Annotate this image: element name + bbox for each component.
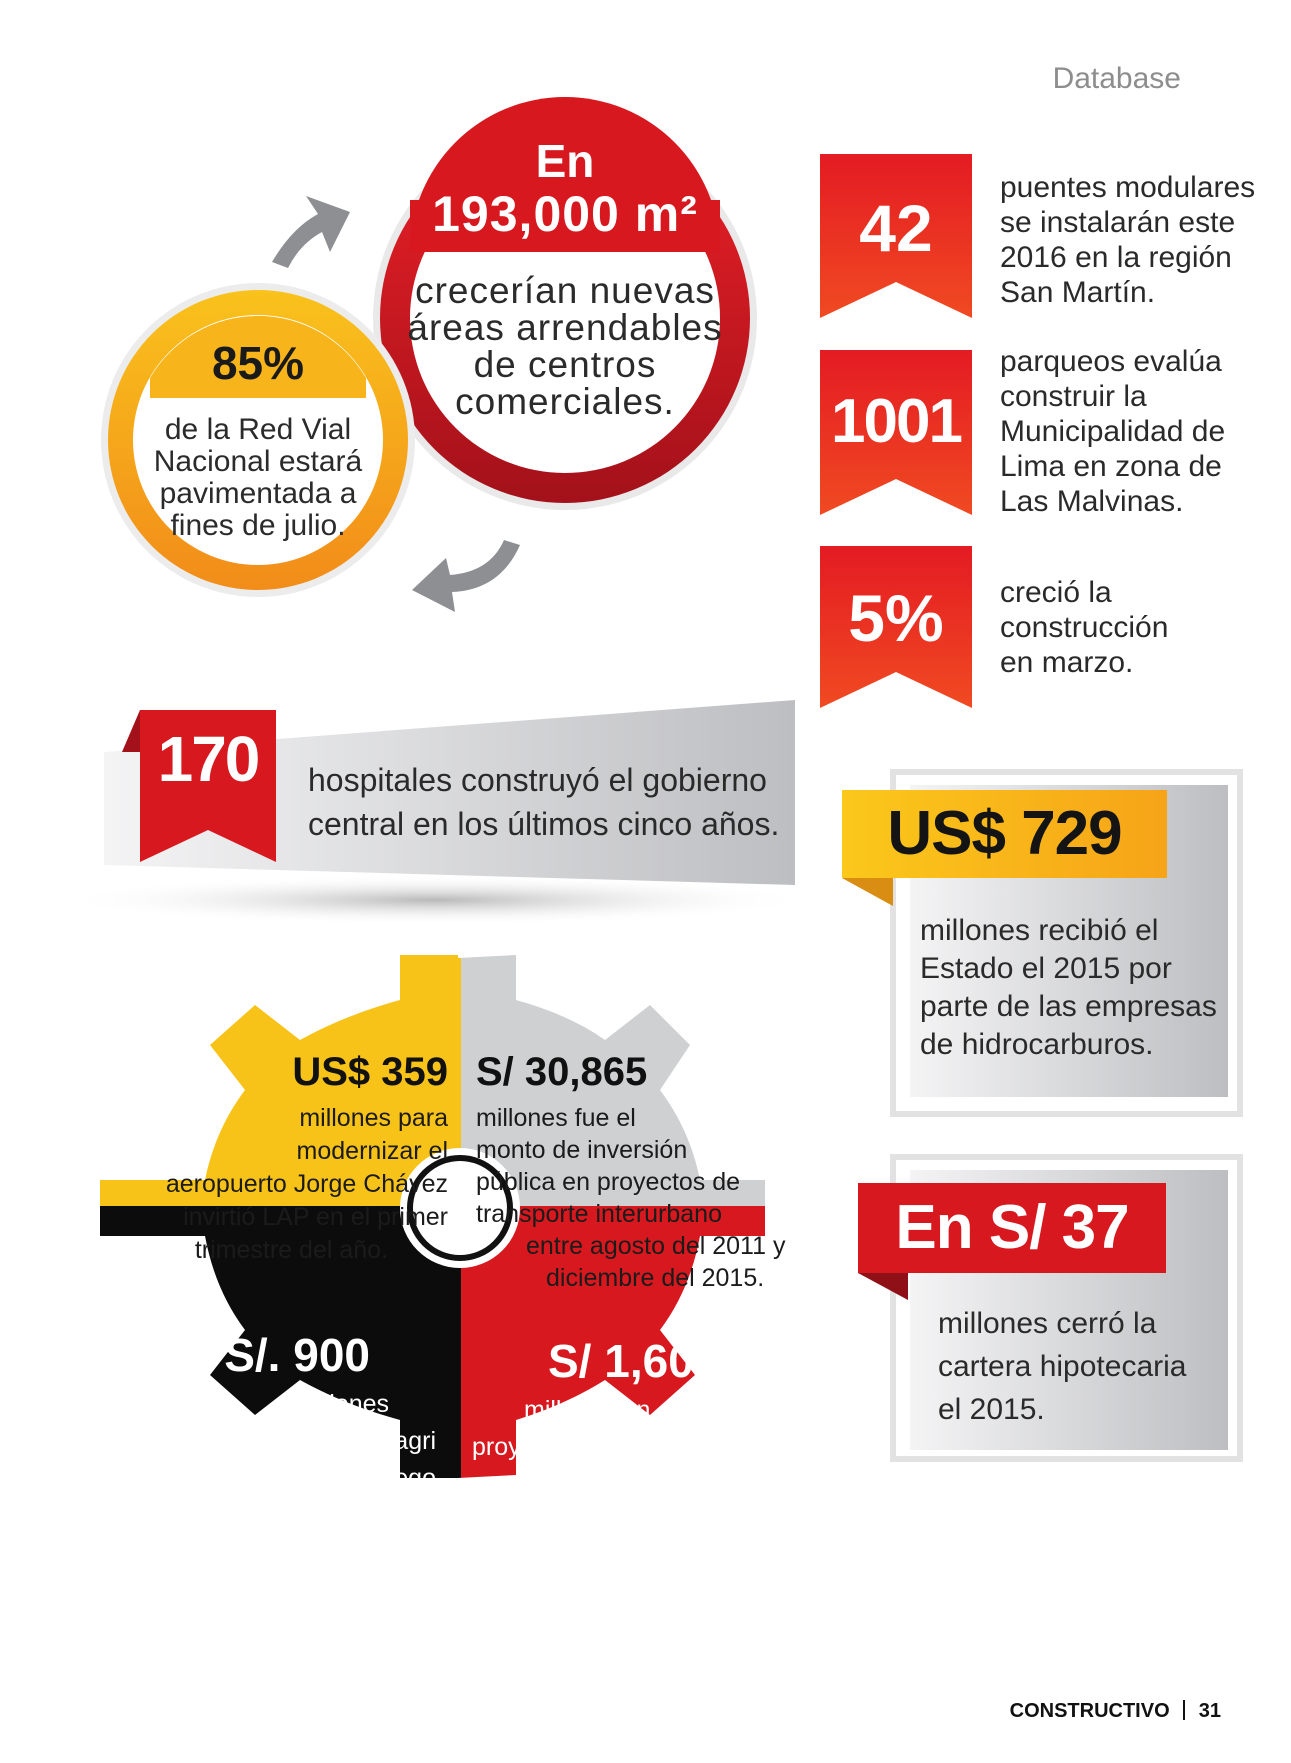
text-line: de la Red Vial bbox=[164, 413, 352, 446]
text-line: construcción bbox=[1000, 611, 1169, 644]
section-label: Database bbox=[1052, 62, 1181, 95]
text-line: invirtió LAP en el primer bbox=[183, 1203, 448, 1231]
text-line: millones en bbox=[524, 1396, 651, 1424]
gear-br-value: S/ 1,600 bbox=[548, 1335, 720, 1387]
text-line: entre agosto del 2011 y bbox=[526, 1232, 786, 1260]
text-line: Municipalidad de bbox=[1000, 415, 1226, 448]
mortgage-text bbox=[938, 1302, 1186, 1431]
red-circle-text bbox=[400, 272, 730, 420]
text-line: de hidrocarburos. bbox=[920, 1028, 1154, 1061]
text-line: en obras de riego bbox=[241, 1464, 436, 1492]
text-line: de centros bbox=[473, 344, 657, 385]
text-line: trimestre del año. bbox=[194, 1236, 388, 1264]
text-line: creció la bbox=[1000, 576, 1112, 609]
text-line: millones fue el bbox=[476, 1104, 636, 1132]
text-line: Nacional estará bbox=[153, 445, 363, 478]
text-line: en marzo. bbox=[1000, 646, 1134, 679]
text-line: Las Malvinas. bbox=[1000, 485, 1184, 518]
text-line: millones recibió el bbox=[920, 914, 1159, 947]
arrow-up-icon bbox=[272, 196, 350, 268]
text-line: El Niño. bbox=[348, 1575, 436, 1603]
text-line: invirtió el Minagri bbox=[248, 1427, 436, 1455]
hospitals-value: 170 bbox=[157, 723, 259, 795]
ribbon-value-3: 5% bbox=[848, 581, 944, 655]
text-line: fines de julio. bbox=[170, 509, 346, 542]
footer-divider bbox=[1183, 1700, 1185, 1720]
text-line: puentes modulares bbox=[1000, 171, 1256, 204]
text-line: Estado el 2015 por bbox=[920, 952, 1172, 985]
text-line: proyectos de agua y bbox=[472, 1433, 698, 1461]
ribbon-value-1: 42 bbox=[859, 191, 933, 265]
gear-tr-text bbox=[476, 1102, 786, 1294]
text-line: pavimentada a bbox=[159, 477, 357, 510]
text-line: para enfrentar el bbox=[252, 1501, 436, 1529]
text-line: pública en proyectos de bbox=[476, 1168, 741, 1196]
text-line: cartera hipotecaria bbox=[938, 1350, 1187, 1383]
gear-bl-value: S/. 900 bbox=[224, 1329, 370, 1381]
text-line: central en los últimos cinco años. bbox=[308, 806, 780, 842]
text-line: áreas arrendables bbox=[407, 307, 723, 348]
text-line: aeropuerto Jorge Chávez bbox=[165, 1170, 448, 1198]
text-line: diciembre del 2015. bbox=[546, 1264, 765, 1292]
text-line: se instalarán este bbox=[1000, 206, 1236, 239]
text-line: millones cerró la bbox=[938, 1307, 1157, 1340]
mortgage-value: En S/ 37 bbox=[895, 1193, 1129, 1262]
gear-tr-value: S/ 30,865 bbox=[476, 1050, 648, 1094]
orange-circle-value: 85% bbox=[211, 337, 305, 389]
ribbon-text-1 bbox=[1000, 170, 1255, 310]
text-line: hospitales construyó el gobierno bbox=[308, 762, 767, 798]
text-line: millones bbox=[297, 1390, 389, 1418]
red-circle-value: 193,000 m² bbox=[432, 186, 698, 242]
text-line: construir la bbox=[1000, 380, 1147, 413]
text-line: parte de las empresas bbox=[920, 990, 1217, 1023]
hydro-value: US$ 729 bbox=[887, 799, 1122, 868]
gear-tl-text bbox=[130, 1102, 448, 1267]
page-number: 31 bbox=[1198, 1700, 1221, 1722]
red-circle-prefix: En bbox=[535, 135, 595, 187]
text-line: Lima en zona de bbox=[1000, 450, 1222, 483]
hospitals-text bbox=[308, 758, 779, 846]
text-line: comerciales. bbox=[455, 381, 675, 422]
text-line: saneamiento invirtió bbox=[472, 1470, 695, 1498]
gear-bl-text bbox=[180, 1386, 436, 1608]
gear-tl-value: US$ 359 bbox=[292, 1050, 448, 1094]
text-line: modernizar el bbox=[296, 1137, 448, 1165]
ribbon-text-3 bbox=[1000, 575, 1168, 680]
orange-circle-text bbox=[138, 414, 378, 542]
page-footer bbox=[1010, 1700, 1221, 1723]
ribbon-text-2 bbox=[1000, 344, 1225, 519]
text-line: monto de inversión bbox=[476, 1136, 688, 1164]
text-line: parqueos evalúa bbox=[1000, 345, 1222, 378]
text-line: millones para bbox=[299, 1104, 448, 1132]
gear-br-text bbox=[472, 1392, 752, 1540]
footer-brand: CONSTRUCTIVO bbox=[1009, 1700, 1170, 1722]
text-line: el 2015. bbox=[938, 1393, 1045, 1426]
text-line: crecerían nuevas bbox=[415, 270, 715, 311]
text-line: el MVCS. bbox=[472, 1507, 578, 1535]
ribbon-value-2: 1001 bbox=[831, 387, 961, 456]
text-line: 2016 en la región bbox=[1000, 241, 1232, 274]
text-line: Fenómeno bbox=[316, 1538, 436, 1566]
text-line: San Martín. bbox=[1000, 276, 1156, 309]
text-line: transporte interurbano bbox=[476, 1200, 722, 1228]
arrow-down-icon bbox=[412, 540, 520, 612]
hydro-text bbox=[920, 912, 1217, 1064]
